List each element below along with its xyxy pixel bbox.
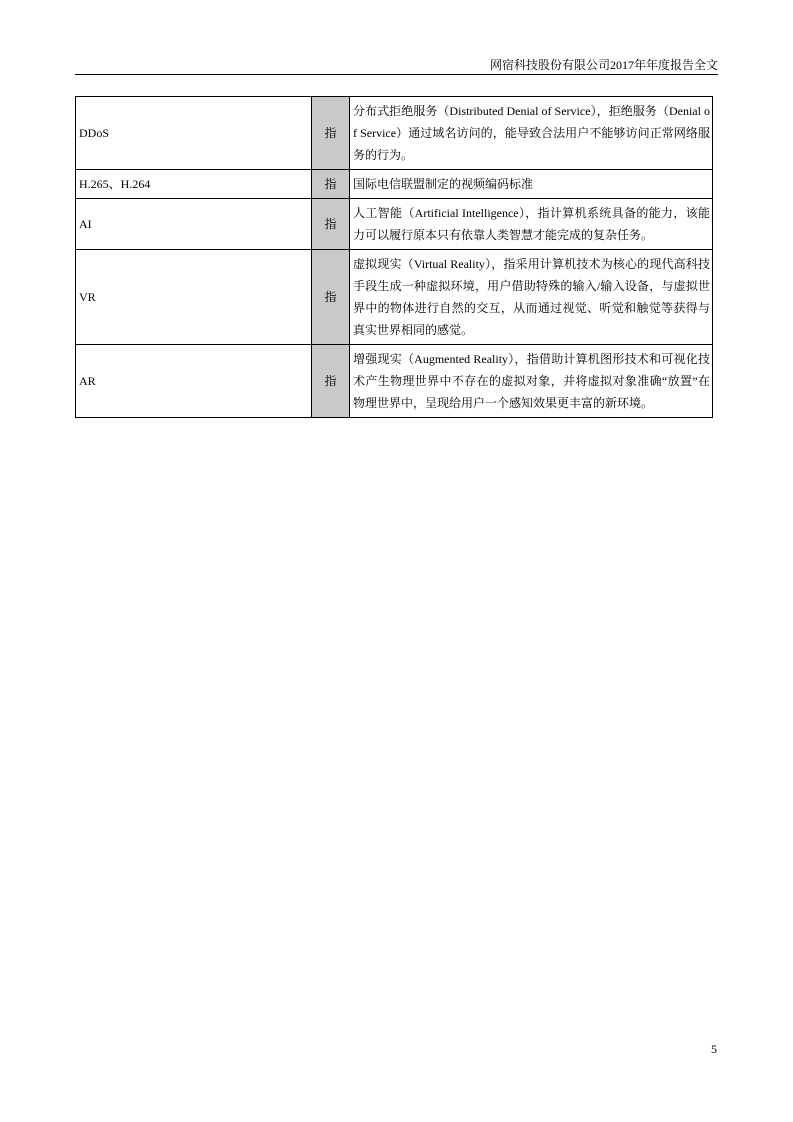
table-row [76,199,713,250]
glossary-marker: 指 [312,250,350,345]
page-header-title: 网宿科技股份有限公司2017年年度报告全文 [489,58,718,72]
glossary-marker: 指 [312,345,350,418]
glossary-term: AI [76,199,312,250]
header-divider [75,74,718,75]
glossary-definition: 国际电信联盟制定的视频编码标准 [350,170,713,199]
glossary-definition: 虚拟现实（Virtual Reality），指采用计算机技术为核心的现代高科技手段生成一种虚拟环境，用户借助特殊的输入/输入设备，与虚拟世界中的物体进行自然的交互，从而通过视觉、听觉和触觉等获得与真实世界相同的感觉。 [350,250,713,345]
glossary-term: AR [76,345,312,418]
glossary-marker: 指 [312,97,350,170]
glossary-marker: 指 [312,199,350,250]
glossary-term: H.265、H.264 [76,170,312,199]
table-row [76,250,713,345]
glossary-definition: 人工智能（Artificial Intelligence），指计算机系统具备的能力，该能力可以履行原本只有依靠人类智慧才能完成的复杂任务。 [350,199,713,250]
glossary-marker: 指 [312,170,350,199]
table-row [76,170,713,199]
glossary-term: DDoS [76,97,312,170]
page-number: 5 [711,1042,717,1056]
glossary-definition: 增强现实（Augmented Reality），指借助计算机图形技术和可视化技术产生物理世界中不存在的虚拟对象，并将虚拟对象准确“放置”在物理世界中，呈现给用户一个感知效果更丰富的新环境。 [350,345,713,418]
glossary-table [75,96,713,418]
glossary-term: VR [76,250,312,345]
glossary-definition: 分布式拒绝服务（Distributed Denial of Service），拒绝服务（Denial of Service）通过域名访问的，能导致合法用户不能够访问正常网络服务的行为。 [350,97,713,170]
table-row [76,345,713,418]
table-row [76,97,713,170]
